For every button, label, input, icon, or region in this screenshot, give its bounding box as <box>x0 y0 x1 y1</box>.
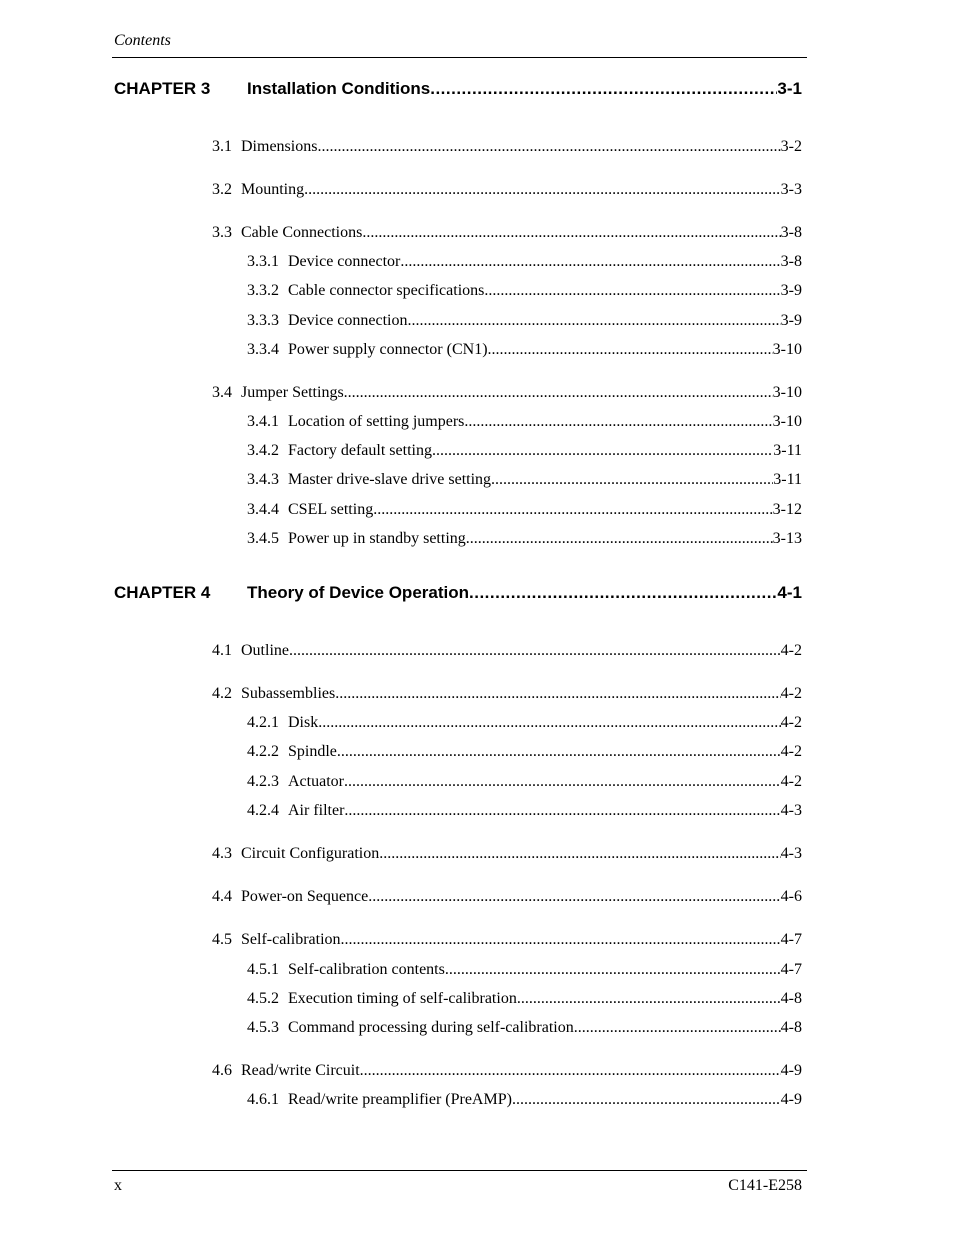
toc-subsection-entry[interactable] <box>247 773 802 793</box>
dot-leader <box>488 341 773 359</box>
toc-entry-page: 4-2 <box>780 743 802 760</box>
toc-entry-page: 3-12 <box>772 501 802 518</box>
toc-entry-page: 4-2 <box>780 642 802 659</box>
dot-leader <box>373 501 772 519</box>
toc-section-entry[interactable] <box>212 642 802 662</box>
toc-section-entry[interactable] <box>212 384 802 404</box>
toc-entry-number: 4.2.4 <box>247 802 279 819</box>
toc-entry-page: 4-2 <box>780 714 802 731</box>
toc-entry-page: 3-8 <box>780 253 802 270</box>
running-header: Contents <box>114 32 171 49</box>
toc-subsection-entry[interactable] <box>247 714 802 734</box>
toc-entry-label <box>212 224 362 242</box>
toc-entry-number: 3.4.2 <box>247 442 279 459</box>
toc-entry-title: Spindle <box>288 743 337 760</box>
toc-entry-page: 3-2 <box>780 138 802 155</box>
toc-entry-title: Execution timing of self-calibration <box>288 990 517 1007</box>
dot-leader <box>445 961 781 979</box>
toc-entry-number: 3.3.2 <box>247 282 279 299</box>
toc-entry-title: Outline <box>241 642 289 659</box>
toc-entry-number: 3.3.1 <box>247 253 279 270</box>
toc-subsection-entry[interactable] <box>247 341 802 361</box>
toc-entry-label <box>247 1019 574 1037</box>
toc-entry-label <box>212 888 368 906</box>
dot-leader <box>360 1062 781 1080</box>
toc-entry-page: 4-7 <box>780 961 802 978</box>
toc-entry-number: 3.4.4 <box>247 501 279 518</box>
toc-entry-label <box>212 642 289 660</box>
toc-entry-page: 4-9 <box>780 1062 802 1079</box>
toc-entry-title: Location of setting jumpers <box>288 413 465 430</box>
toc-entry-title: Read/write Circuit <box>241 1062 360 1079</box>
toc-entry-title: Read/write preamplifier (PreAMP) <box>288 1091 512 1108</box>
dot-leader <box>362 224 780 242</box>
toc-subsection-entry[interactable] <box>247 442 802 462</box>
dot-leader <box>289 642 781 660</box>
toc-entry-number: 4.5 <box>212 931 232 948</box>
toc-entry-number: 4.2.3 <box>247 773 279 790</box>
dot-leader <box>341 931 781 949</box>
dot-leader <box>379 845 780 863</box>
toc-section-entry[interactable] <box>212 888 802 908</box>
toc-entry-label <box>212 138 317 156</box>
dot-leader <box>432 442 773 460</box>
toc-entry-title: Power up in standby setting <box>288 530 466 547</box>
dot-leader <box>344 802 780 820</box>
toc-entry-page: 4-6 <box>780 888 802 905</box>
dot-leader <box>304 181 781 199</box>
toc-entry-label <box>247 253 400 271</box>
toc-entry-page: 4-8 <box>780 990 802 1007</box>
toc-entry-title: Jumper Settings <box>241 384 344 401</box>
toc-entry-page: 3-3 <box>780 181 802 198</box>
dot-leader <box>430 79 777 99</box>
dot-leader <box>491 471 773 489</box>
toc-entry-label <box>247 471 491 489</box>
dot-leader <box>335 685 780 703</box>
toc-section-entry[interactable] <box>212 138 802 158</box>
toc-entry-label <box>212 181 304 199</box>
toc-entry-number: 4.2.1 <box>247 714 279 731</box>
toc-subsection-entry[interactable] <box>247 1019 802 1039</box>
toc-entry-label <box>114 583 469 603</box>
toc-entry-title: Self-calibration <box>241 931 341 948</box>
dot-leader <box>344 384 773 402</box>
toc-entry-number: 4.2.2 <box>247 743 279 760</box>
dot-leader <box>517 990 781 1008</box>
toc-section-entry[interactable] <box>212 931 802 951</box>
toc-entry-number: 4.5.3 <box>247 1019 279 1036</box>
toc-entry-title: Dimensions <box>241 138 318 155</box>
toc-entry-number: 3.3.3 <box>247 312 279 329</box>
toc-entry-number: 4.5.2 <box>247 990 279 1007</box>
toc-entry-number: 3.1 <box>212 138 232 155</box>
toc-entry-label <box>212 931 341 949</box>
toc-entry-page: 3-10 <box>772 384 802 401</box>
toc-entry-number: 3.3 <box>212 224 232 241</box>
toc-entry-label <box>247 501 373 519</box>
toc-entry-title: Circuit Configuration <box>241 845 380 862</box>
toc-entry-label <box>247 773 344 791</box>
toc-entry-title: Air filter <box>288 802 345 819</box>
toc-subsection-entry[interactable] <box>247 413 802 433</box>
toc-entry-label <box>247 961 445 979</box>
toc-entry-label <box>247 1091 512 1109</box>
dot-leader <box>344 773 781 791</box>
toc-entry-title: Installation Conditions <box>247 79 431 98</box>
toc-entry-title: Cable connector specifications <box>288 282 485 299</box>
toc-subsection-entry[interactable] <box>247 282 802 302</box>
toc-subsection-entry[interactable] <box>247 253 802 273</box>
toc-entry-page: 4-2 <box>780 773 802 790</box>
dot-leader <box>400 253 780 271</box>
toc-subsection-entry[interactable] <box>247 312 802 332</box>
toc-entry-label <box>247 802 344 820</box>
toc-entry-page: 4-2 <box>780 685 802 702</box>
toc-section-entry[interactable] <box>212 224 802 244</box>
toc-entry-page: 3-9 <box>780 312 802 329</box>
toc-section-entry[interactable] <box>212 1062 802 1082</box>
toc-subsection-entry[interactable] <box>247 471 802 491</box>
toc-entry-page: 3-11 <box>773 471 802 488</box>
toc-subsection-entry[interactable] <box>247 1091 802 1111</box>
header-rule <box>112 57 807 58</box>
toc-entry-label <box>247 714 318 732</box>
toc-entry-number: 3.4 <box>212 384 232 401</box>
toc-entry-page: 3-1 <box>777 79 802 98</box>
dot-leader <box>368 888 780 906</box>
toc-section-entry[interactable] <box>212 685 802 705</box>
dot-leader <box>408 312 781 330</box>
toc-entry-number: 4.1 <box>212 642 232 659</box>
toc-entry-label <box>212 685 335 703</box>
dot-leader <box>317 138 780 156</box>
toc-entry-page: 4-3 <box>780 845 802 862</box>
toc-entry-title: Self-calibration contents <box>288 961 445 978</box>
toc-entry-title: Disk <box>288 714 319 731</box>
dot-leader <box>318 714 780 732</box>
toc-entry-page: 3-8 <box>780 224 802 241</box>
toc-entry-label <box>212 845 379 863</box>
toc-entry-number: 3.4.3 <box>247 471 279 488</box>
toc-subsection-entry[interactable] <box>247 961 802 981</box>
footer-rule <box>112 1170 807 1171</box>
toc-entry-label <box>247 530 466 548</box>
toc-entry-title: Device connection <box>288 312 408 329</box>
toc-entry-number: 3.3.4 <box>247 341 279 358</box>
toc-entry-number: 3.4.5 <box>247 530 279 547</box>
toc-entry-label <box>247 282 484 300</box>
toc-entry-label <box>247 442 432 460</box>
dot-leader <box>512 1091 781 1109</box>
page-number: x <box>114 1177 122 1194</box>
toc-entry-number: CHAPTER 4 <box>114 583 211 602</box>
toc-section-entry[interactable] <box>212 181 802 201</box>
toc-entry-title: Power-on Sequence <box>241 888 369 905</box>
toc-entry-label <box>114 79 430 99</box>
toc-entry-title: Command processing during self-calibration <box>288 1019 574 1036</box>
toc-entry-title: Subassemblies <box>241 685 336 702</box>
toc-entry-page: 4-8 <box>780 1019 802 1036</box>
toc-entry-title: CSEL setting <box>288 501 374 518</box>
toc-entry-label <box>247 413 464 431</box>
toc-entry-number: 4.6.1 <box>247 1091 279 1108</box>
toc-entry-label <box>212 384 344 402</box>
toc-subsection-entry[interactable] <box>247 530 802 550</box>
toc-subsection-entry[interactable] <box>247 990 802 1010</box>
toc-entry-title: Theory of Device Operation <box>247 583 469 602</box>
toc-entry-label <box>247 341 488 359</box>
toc-subsection-entry[interactable] <box>247 802 802 822</box>
toc-entry-page: 3-11 <box>773 442 802 459</box>
toc-entry-number: 4.6 <box>212 1062 232 1079</box>
dot-leader <box>466 530 773 548</box>
toc-entry-title: Device connector <box>288 253 401 270</box>
toc-entry-label <box>212 1062 360 1080</box>
toc-entry-page: 4-7 <box>780 931 802 948</box>
toc-entry-page: 3-13 <box>772 530 802 547</box>
dot-leader <box>337 743 781 761</box>
toc-chapter-entry[interactable] <box>114 583 802 605</box>
toc-entry-page: 4-9 <box>780 1091 802 1108</box>
dot-leader <box>469 583 777 603</box>
toc-entry-page: 4-1 <box>777 583 802 602</box>
toc-entry-number: 4.2 <box>212 685 232 702</box>
toc-entry-number: 4.4 <box>212 888 232 905</box>
toc-entry-label <box>247 743 337 761</box>
dot-leader <box>574 1019 781 1037</box>
toc-entry-label <box>247 312 408 330</box>
toc-entry-page: 3-10 <box>772 413 802 430</box>
toc-entry-title: Power supply connector (CN1) <box>288 341 488 358</box>
toc-entry-page: 4-3 <box>780 802 802 819</box>
toc-entry-title: Cable Connections <box>241 224 363 241</box>
toc-entry-number: 4.3 <box>212 845 232 862</box>
toc-entry-page: 3-10 <box>772 341 802 358</box>
toc-entry-number: 3.2 <box>212 181 232 198</box>
toc-entry-page: 3-9 <box>780 282 802 299</box>
toc-entry-number: 3.4.1 <box>247 413 279 430</box>
toc-entry-title: Actuator <box>288 773 344 790</box>
toc-entry-title: Factory default setting <box>288 442 432 459</box>
toc-subsection-entry[interactable] <box>247 743 802 763</box>
document-id: C141-E258 <box>728 1177 802 1194</box>
toc-subsection-entry[interactable] <box>247 501 802 521</box>
toc-entry-number: CHAPTER 3 <box>114 79 211 98</box>
dot-leader <box>464 413 772 431</box>
toc-entry-title: Mounting <box>241 181 305 198</box>
toc-entry-label <box>247 990 517 1008</box>
toc-chapter-entry[interactable] <box>114 79 802 101</box>
dot-leader <box>484 282 780 300</box>
toc-entry-number: 4.5.1 <box>247 961 279 978</box>
toc-entry-title: Master drive-slave drive setting <box>288 471 492 488</box>
toc-section-entry[interactable] <box>212 845 802 865</box>
